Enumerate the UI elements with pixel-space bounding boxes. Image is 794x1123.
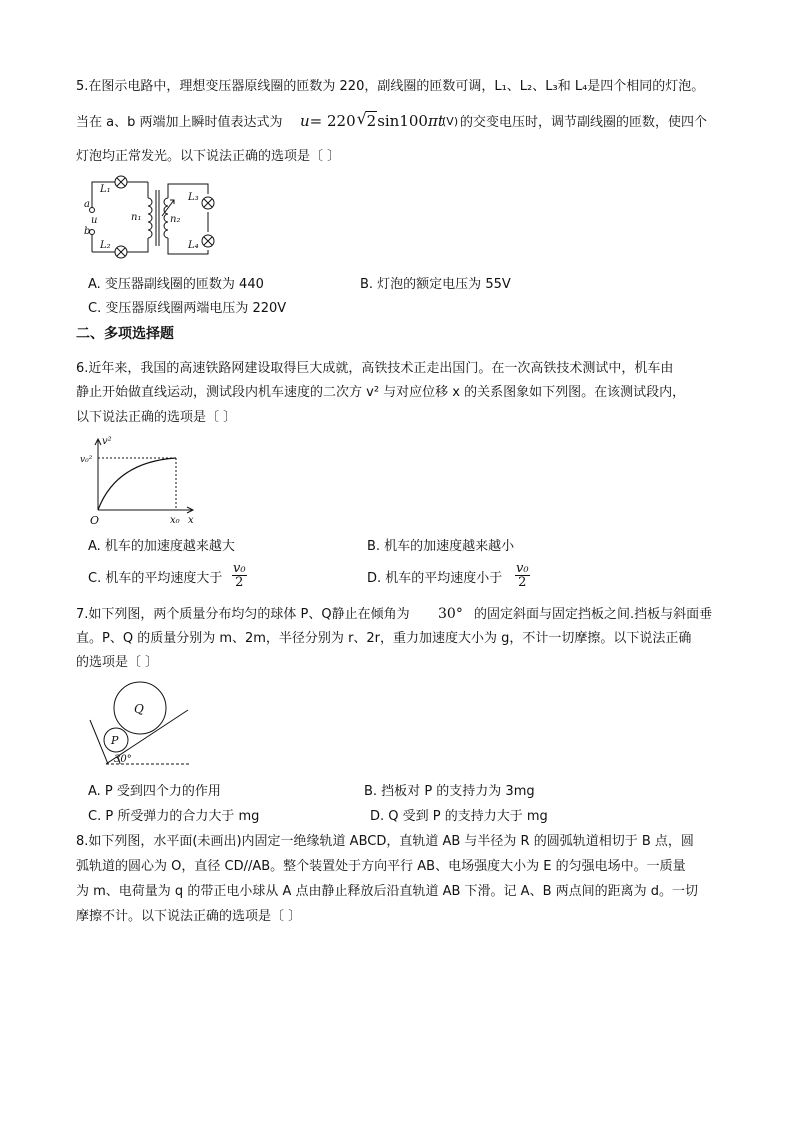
v-squared-vs-x-graph — [80, 434, 205, 529]
q6-option-d: D. 机车的平均速度小于 — [367, 571, 503, 586]
q5-line2-prefix: 当在 a、b 两端加上瞬时值表达式为 — [76, 115, 283, 130]
label-L3: L₃ — [188, 192, 199, 203]
label-L2: L₂ — [100, 240, 111, 251]
v0-squared-label: v₀² — [80, 455, 93, 465]
q5-option-b: B. 灯泡的额定电压为 55V — [360, 277, 511, 292]
q5-option-c: C. 变压器原线圈两端电压为 220V — [88, 301, 287, 316]
lamp-L1-icon — [115, 176, 127, 188]
lamp-L4-icon — [202, 235, 214, 247]
q8-line2: 弧轨道的圆心为 O，直径 CD//AB。整个装置处于方向平行 AB、电场强度大小为 E 的匀强电场中。一质量 — [76, 859, 686, 874]
terminal-a — [90, 208, 95, 213]
q8-line3: 为 m、电荷量为 q 的带正电小球从 A 点由静止释放后沿直轨道 AB 下滑。记 A、B 两点间的距离为 d。一切 — [76, 884, 699, 899]
label-L1: L₁ — [100, 184, 111, 195]
label-u: u — [91, 215, 98, 226]
label-Q: Q — [134, 702, 144, 716]
q6-option-d-fraction: $\frac{\text{v₀}}{2}$ — [516, 561, 529, 590]
q7-line2: 直。P、Q 的质量分别为 m、2m，半径分别为 r、2r，重力加速度大小为 g，不计一切摩擦。以下说法正确 — [76, 631, 692, 646]
x0-label: x₀ — [170, 515, 180, 526]
q7-line3: 的选项是〔 〕 — [76, 655, 159, 670]
lamp-L3-icon — [202, 197, 214, 209]
label-30deg: 30° — [114, 754, 132, 765]
q7-option-d: D. Q 受到 P 的支持力大于 mg — [370, 809, 548, 824]
lamp-L2-icon — [115, 246, 127, 258]
q5-option-a: A. 变压器副线圈的匝数为 440 — [88, 277, 264, 292]
formula-unit: (V) — [442, 115, 459, 128]
q7-option-b: B. 挡板对 P 的支持力为 3mg — [364, 784, 535, 799]
origin-label: O — [90, 514, 100, 527]
formula-sin: sin100 — [377, 112, 428, 130]
q7-option-a: A. P 受到四个力的作用 — [88, 784, 221, 799]
q6-line3: 以下说法正确的选项是〔 〕 — [76, 410, 237, 425]
q5-formula — [300, 109, 444, 130]
q5-line1: 5.在图示电路中，理想变压器原线圈的匝数为 220，副线圈的匝数可调，L₁、L₂、L₃和 L₄是四个相同的灯泡。 — [76, 79, 705, 94]
q5-line3: 灯泡均正常发光。以下说法正确的选项是〔 〕 — [76, 149, 341, 164]
label-P: P — [111, 734, 119, 747]
curve — [98, 458, 176, 510]
section-heading: 二、多项选择题 — [76, 326, 174, 342]
q7-option-c: C. P 所受弹力的合力大于 mg — [88, 809, 260, 824]
x-axis-label: x — [188, 515, 194, 526]
q6-option-b: B. 机车的加速度越来越小 — [367, 539, 515, 554]
formula-eq: = 220 — [309, 112, 356, 130]
label-a: a — [84, 199, 90, 210]
q8-line1: 8.如下列图，水平面(未画出)内固定一绝缘轨道 ABCD，直轨道 AB 与半径为 R 的圆弧轨道相切于 B 点，圆 — [76, 834, 694, 849]
q6-line2: 静止开始做直线运动，测试段内机车速度的二次方 v² 与对应位移 x 的关系图象如下列图。在该测试段内， — [76, 385, 686, 400]
q8-line4: 摩擦不计。以下说法正确的选项是〔 〕 — [76, 909, 302, 924]
formula-sqrt: √ 2 — [356, 109, 377, 130]
y-axis-label: v² — [102, 436, 112, 447]
label-n1: n₁ — [131, 212, 142, 223]
label-L4: L₄ — [188, 240, 199, 251]
q7-line1-suffix: 的固定斜面与固定挡板之间.挡板与斜面垂 — [474, 607, 713, 622]
spheres-on-incline-diagram — [84, 678, 194, 770]
q7-angle: 30° — [438, 606, 463, 622]
q6-line1: 6.近年来，我国的高速铁路网建设取得巨大成就，高铁技术正走出国门。在一次高铁技术测试中，机车由 — [76, 361, 674, 376]
q5-line2-suffix: 的交变电压时，调节副线圈的匝数，使四个 — [460, 115, 708, 130]
q6-option-c-fraction: $\frac{\text{v₀}}{2}$ — [233, 561, 246, 590]
label-n2: n₂ — [170, 214, 181, 225]
q6-option-c: C. 机车的平均速度大于 — [88, 571, 223, 586]
formula-u: u — [300, 112, 310, 130]
label-b: b — [84, 226, 91, 237]
transformer-circuit-diagram — [84, 170, 234, 265]
formula-pit: πt — [427, 112, 444, 130]
q6-option-a: A. 机车的加速度越来越大 — [88, 539, 235, 554]
q7-line1-prefix: 7.如下列图，两个质量分布均匀的球体 P、Q静止在倾角为 — [76, 607, 410, 622]
